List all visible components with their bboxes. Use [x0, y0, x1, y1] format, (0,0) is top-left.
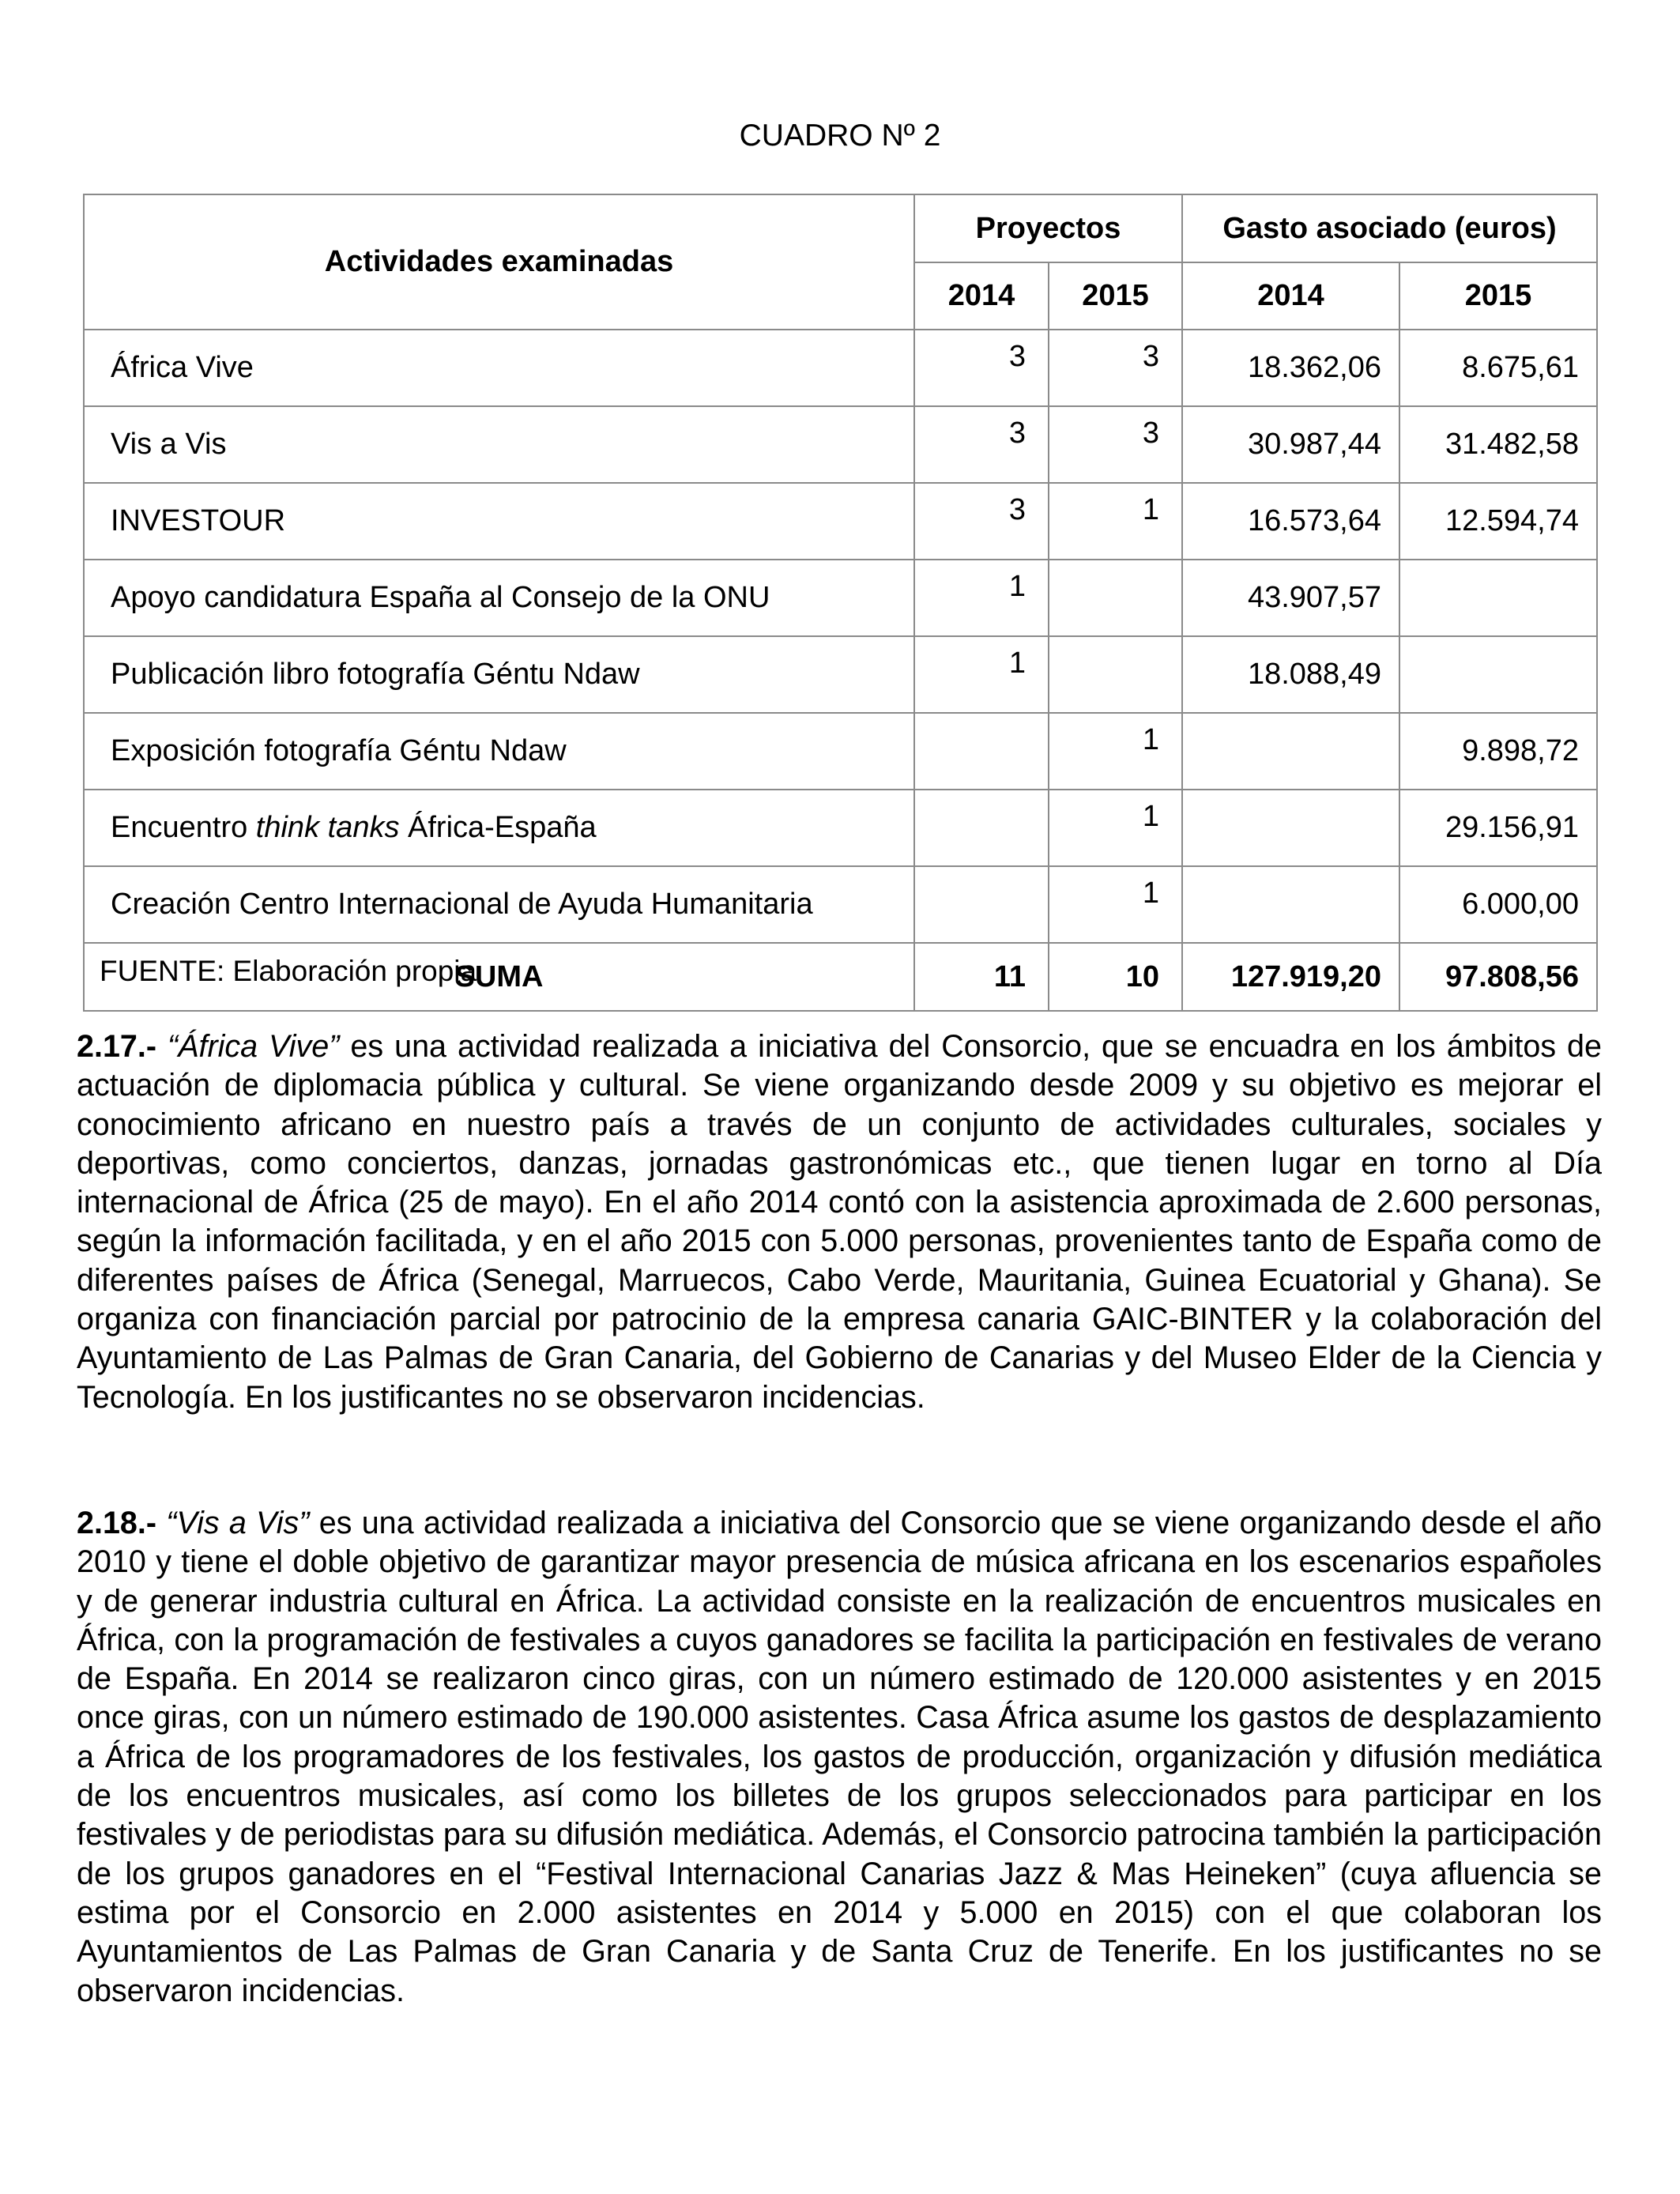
row-projects-2014: 3	[914, 406, 1049, 483]
row-cost-2014: 16.573,64	[1182, 483, 1399, 560]
row-activity: Creación Centro Internacional de Ayuda Humanitaria	[84, 866, 914, 943]
sum-label: SUMA	[84, 943, 914, 1011]
header-gasto-2014: 2014	[1182, 262, 1399, 330]
table-row	[84, 866, 1597, 943]
sum-projects-2015: 10	[1049, 943, 1182, 1011]
table-source: FUENTE: Elaboración propia	[100, 955, 477, 987]
paragraph-title: “Vis a Vis”	[166, 1506, 310, 1540]
row-cost-2015: 8.675,61	[1399, 330, 1597, 406]
sum-projects-2014: 11	[914, 943, 1049, 1011]
header-gasto-2015: 2015	[1399, 262, 1597, 330]
row-projects-2015: 3	[1049, 330, 1182, 406]
row-cost-2014: 18.362,06	[1182, 330, 1399, 406]
row-activity: Exposición fotografía Géntu Ndaw	[84, 713, 914, 790]
paragraph-body: es una actividad realizada a iniciativa del Consorcio que se viene organizando desde el año 2010 y tiene el doble objetivo de garantizar mayor presencia de música africana en los escenarios españoles y de generar industria cultural en África. La actividad consiste en la realización de encuentros musicales en África, con la programación de festivales a cuyos ganadores se facilita la participación en festivales de verano de España. En 2014 se realizaron cinco giras, con un número estimado de 120.000 asistentes y en 2015 once giras, con un número estimado de 190.000 asistentes. Casa África asume los gastos de desplazamiento a África de los programadores de los festivales, los gastos de producción, organización y difusión mediática de los encuentros musicales, así como los billetes de los grupos seleccionados para participar en los festivales y de periodistas para su difusión mediática. Además, el Consorcio patrocina también la participación de los grupos ganadores en el “Festival Internacional Canarias Jazz & Mas Heineken” (cuya afluencia se estima por el Consorcio en 2.000 asistentes en 2014 y 5.000 en 2015) con el que colaboran los Ayuntamientos de Las Palmas de Gran Canaria y de Santa Cruz de Tenerife. En los justificantes no se observaron incidencias.	[77, 1506, 1603, 2008]
row-cost-2014	[1182, 866, 1399, 943]
paragraph-2-17	[77, 1027, 1602, 1417]
row-cost-2014: 30.987,44	[1182, 406, 1399, 483]
activities-table	[83, 194, 1598, 1012]
row-projects-2015: 3	[1049, 406, 1182, 483]
paragraph-2-18	[77, 1504, 1602, 2011]
row-projects-2014: 1	[914, 636, 1049, 713]
header-gasto: Gasto asociado (euros)	[1182, 194, 1597, 262]
row-projects-2015	[1049, 560, 1182, 636]
row-cost-2014	[1182, 713, 1399, 790]
row-cost-2015	[1399, 560, 1597, 636]
paragraph-title: “África Vive”	[168, 1029, 340, 1064]
row-projects-2015: 1	[1049, 866, 1182, 943]
header-proyectos-2014: 2014	[914, 262, 1049, 330]
row-activity	[84, 790, 914, 866]
table-title: CUADRO Nº 2	[739, 119, 941, 153]
row-cost-2014: 43.907,57	[1182, 560, 1399, 636]
row-cost-2015: 6.000,00	[1399, 866, 1597, 943]
activity-text-pre: Encuentro	[111, 811, 256, 844]
row-activity: INVESTOUR	[84, 483, 914, 560]
row-projects-2014	[914, 866, 1049, 943]
table-row	[84, 406, 1597, 483]
table-row	[84, 790, 1597, 866]
paragraph-number: 2.17.-	[77, 1029, 157, 1064]
header-actividades: Actividades examinadas	[84, 194, 914, 330]
sum-cost-2014: 127.919,20	[1182, 943, 1399, 1011]
paragraph-number: 2.18.-	[77, 1506, 157, 1540]
row-projects-2015: 1	[1049, 483, 1182, 560]
row-cost-2015: 9.898,72	[1399, 713, 1597, 790]
row-cost-2015: 31.482,58	[1399, 406, 1597, 483]
row-activity: África Vive	[84, 330, 914, 406]
activity-text-italic: think tanks	[255, 811, 400, 844]
table-row	[84, 636, 1597, 713]
table-row	[84, 330, 1597, 406]
row-cost-2015	[1399, 636, 1597, 713]
row-activity: Publicación libro fotografía Géntu Ndaw	[84, 636, 914, 713]
row-activity: Apoyo candidatura España al Consejo de la ONU	[84, 560, 914, 636]
sum-cost-2015: 97.808,56	[1399, 943, 1597, 1011]
row-cost-2014	[1182, 790, 1399, 866]
table-row	[84, 713, 1597, 790]
paragraph-body: es una actividad realizada a iniciativa del Consorcio, que se encuadra en los ámbitos de actuación de diplomacia pública y cultural. Se viene organizando desde 2009 y su objetivo es mejorar el conocimiento africano en nuestro país a través de un conjunto de actividades culturales, sociales y deportivas, como conciertos, danzas, jornadas gastronómicas etc., que tienen lugar en torno al Día internacional de África (25 de mayo). En el año 2014 contó con la asistencia aproximada de 2.600 personas, según la información facilitada, y en el año 2015 con 5.000 personas, provenientes tanto de España como de diferentes países de África (Senegal, Marruecos, Cabo Verde, Mauritania, Guinea Ecuatorial y Ghana). Se organiza con financiación parcial por patrocinio de la empresa canaria GAIC-BINTER y la colaboración del Ayuntamiento de Las Palmas de Gran Canaria, del Gobierno de Canarias y del Museo Elder de la Ciencia y Tecnología. En los justificantes no se observaron incidencias.	[77, 1029, 1602, 1415]
row-projects-2014	[914, 790, 1049, 866]
header-proyectos-2015: 2015	[1049, 262, 1182, 330]
row-projects-2015: 1	[1049, 790, 1182, 866]
table-row	[84, 483, 1597, 560]
row-projects-2015	[1049, 636, 1182, 713]
row-projects-2015: 1	[1049, 713, 1182, 790]
row-cost-2015: 12.594,74	[1399, 483, 1597, 560]
row-projects-2014: 1	[914, 560, 1049, 636]
table-row	[84, 560, 1597, 636]
row-cost-2015: 29.156,91	[1399, 790, 1597, 866]
activity-text-post: África-España	[399, 811, 597, 844]
header-proyectos: Proyectos	[914, 194, 1182, 262]
row-activity: Vis a Vis	[84, 406, 914, 483]
row-projects-2014: 3	[914, 483, 1049, 560]
row-cost-2014: 18.088,49	[1182, 636, 1399, 713]
row-projects-2014	[914, 713, 1049, 790]
row-projects-2014: 3	[914, 330, 1049, 406]
